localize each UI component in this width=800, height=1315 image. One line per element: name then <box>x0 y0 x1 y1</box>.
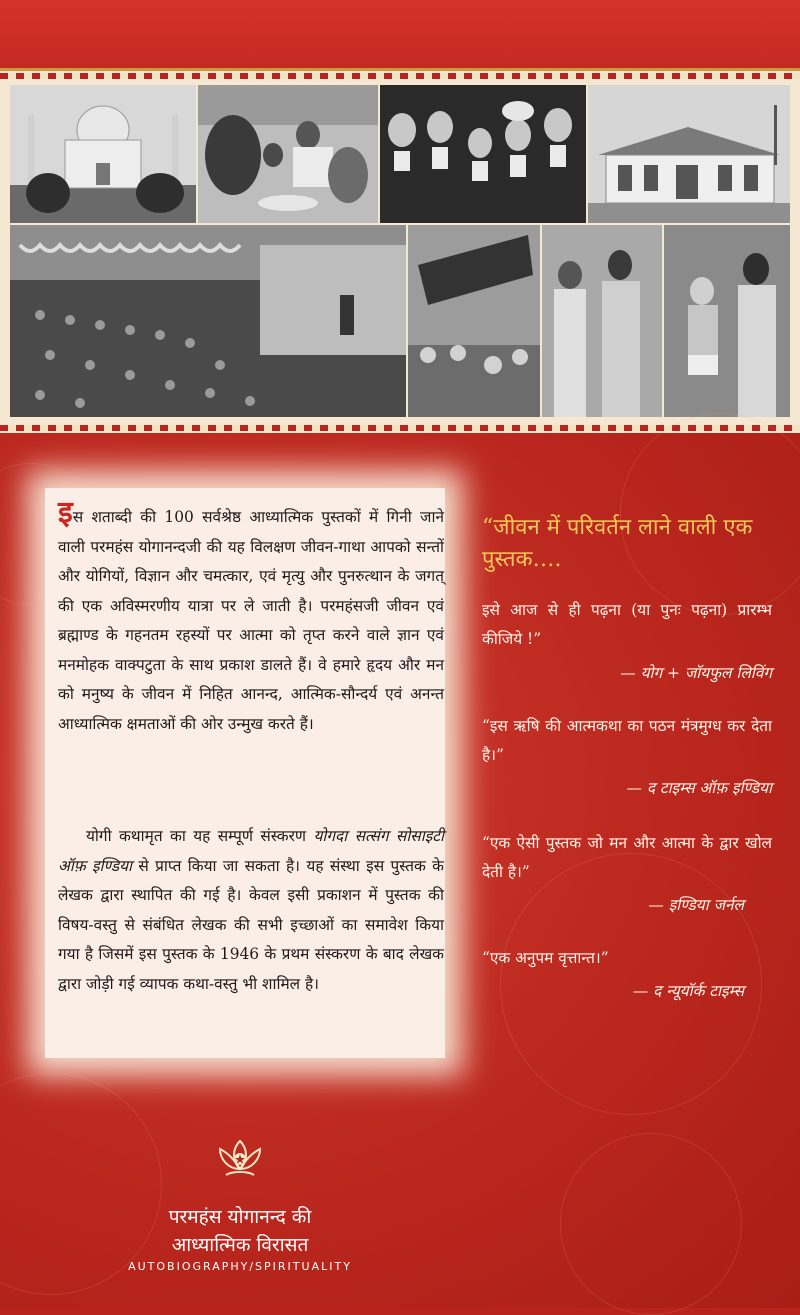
quote-1-text: इसे आज से ही पढ़ना (या पुनः पढ़ना) प्रारम्भ कीजिये !” <box>482 601 772 648</box>
lotus-star-icon <box>212 1135 268 1191</box>
quote-2-text: “इस ऋषि की आत्मकथा का पठन मंत्रमुग्ध कर देता है।” <box>482 717 772 764</box>
photo-taj-mahal <box>10 85 196 223</box>
photo-group-men <box>380 85 586 223</box>
photo-gandhi-meal <box>198 85 378 223</box>
photo-procession-banner <box>408 225 540 417</box>
paragraph-2-text-a: योगी कथामृत का यह सम्पूर्ण संस्करण <box>86 827 314 845</box>
quote-1-source: — योग + जॉयफुल लिविंग <box>620 664 772 682</box>
paragraph-1-text: स शताब्दी की 100 सर्वश्रेष्ठ आध्यात्मिक पुस्तकों में गिनी जाने वाली परमहंस योगानन्दजी की यह विलक्षण जीवन-गाथा आपको सन्तों और योगियों, विज्ञान और चमत्कार, एवं मृत्यु और पुनरुत्थान के जगत् की एक अविस्मरणीय यात्रा पर ले जाती है। परमहंसजी जीवन एवं ब्रह्माण्ड के गहनतम रहस्यों पर आत्मा को तृप्त करने वाले ज्ञान एवं मनमोहक वाक्पटुता के साथ प्रकाश डालते हैं। वे हमारे हृदय और मन को मनुष्य के जीवन में निहित आनन्द, आत्मिक-सौन्दर्य एवं अनन्त आध्यात्मिक क्षमताओं की ओर उन्मुख करते हैं। <box>58 508 444 733</box>
quote-heading: “जीवन में परिवर्तन लाने वाली एक पुस्तक…. <box>482 515 753 572</box>
publisher-name: योगदा सत्संग सोसाइटी ऑफ़ इण्डिया <box>58 827 444 875</box>
decor-motif <box>560 1133 742 1315</box>
quote-3-source: — इण्डिया जर्नल <box>648 896 744 914</box>
quote-2-source: — द टाइम्स ऑफ़ इण्डिया <box>626 779 772 797</box>
series-title-line-2: आध्यात्मिक विरासत <box>171 1234 309 1256</box>
top-pattern-strip <box>0 0 800 68</box>
paragraph-2-text-b: से प्राप्त किया जा सकता है। यह संस्था इस पुस्तक के लेखक द्वारा स्थापित की गई है। केवल इसी प्रकाशन में पुस्तक की विषय-वस्तु से संबंधित लेखक की सभी इच्छाओं का समावेश किया गया है जिसमें इस पुस्तक के 1946 के प्रथम संस्करण के बाद लेखक द्वारा जोड़ी गई व्यापक कथा-वस्तु भी शामिल है। <box>58 856 444 993</box>
photo-sadhus <box>542 225 662 417</box>
quote-3-text: “एक ऐसी पुस्तक जो मन और आत्मा के द्वार खोल देती है।” <box>482 834 772 881</box>
book-category: AUTOBIOGRAPHY/SPIRITUALITY <box>128 1260 352 1273</box>
series-title <box>110 1203 370 1259</box>
series-title-line-1: परमहंस योगानन्द की <box>168 1206 312 1228</box>
quote-4-text: “एक अनुपम वृत्तान्त।” <box>482 949 609 967</box>
drop-cap: इ <box>58 495 73 530</box>
photo-collage <box>0 68 800 436</box>
photo-building <box>588 85 790 223</box>
photo-yogis-standing <box>664 225 790 417</box>
collage-border-top <box>0 73 800 79</box>
description-paragraph-2 <box>58 822 444 999</box>
photo-audience-hall <box>10 225 406 417</box>
quote-4-source: — द न्यूयॉर्क टाइम्स <box>632 982 744 1000</box>
description-paragraph-1 <box>58 495 444 739</box>
